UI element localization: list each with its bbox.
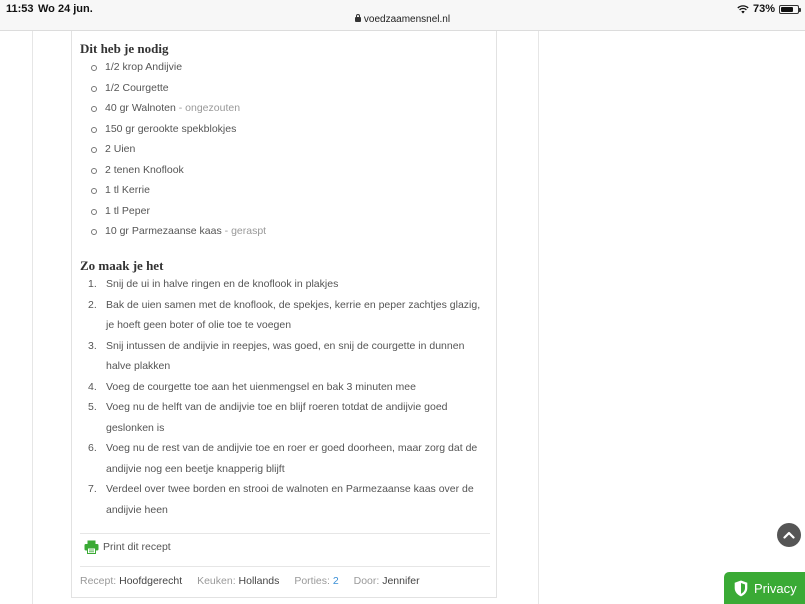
ingredient-note: - ongezouten [175,102,241,114]
instruction-step [86,295,491,336]
instructions-list [86,274,491,520]
step-number: 7. [88,483,97,495]
step-number: 5. [88,401,97,413]
ingredient-text: 2 Uien [105,143,136,155]
ingredient-text: 10 gr Parmezaanse kaas [105,225,222,237]
ingredient-item [89,160,266,181]
step-text: Voeg nu de rest van de andijvie toe en roer er goed doorheen, maar zorg dat de andijvie nog een beetje knapperig blijft [106,442,478,475]
privacy-label: Privacy [754,580,797,596]
battery-percent: 73% [752,3,775,15]
ingredient-text: 1 tl Kerrie [105,184,150,196]
step-text: Voeg de courgette toe aan het uienmengsel en bak 3 minuten mee [106,380,416,393]
status-date: Wo 24 jun. [38,3,93,15]
ingredient-text: 1 tl Peper [105,204,150,217]
printer-icon [84,540,99,554]
scroll-to-top-button[interactable] [777,523,801,547]
meta-porties-value[interactable]: 2 [332,575,339,587]
meta-keuken-label: Keuken: [197,575,236,587]
ingredient-text: 2 tenen Knoflook [105,163,184,176]
step-number: 4. [88,380,97,393]
column-divider-right [538,31,539,604]
instruction-step [86,377,491,398]
ingredient-note: - geraspt [221,225,267,237]
battery-icon [779,5,799,14]
meta-keuken-value: Hollands [238,575,280,587]
address-bar[interactable] [0,14,805,25]
ingredient-text: 1/2 Courgette [105,81,169,94]
step-text: Snij de ui in halve ringen en de knoflook in plakjes [106,278,339,290]
ingredients-heading: Dit heb je nodig [80,41,169,56]
url-text: voedzaamensnel.nl [363,14,451,25]
ingredient-item [89,57,266,78]
meta-recept-value: Hoofdgerecht [119,575,183,587]
step-number: 1. [88,278,97,290]
instruction-step [86,274,491,295]
meta-recept-label: Recept: [80,575,117,587]
chevron-up-icon [783,531,795,539]
meta-door-value: Jennifer [382,575,420,587]
ingredient-item [89,201,266,222]
ingredients-list [89,57,266,242]
ingredient-text: 40 gr Walnoten [105,102,176,114]
lock-icon [355,17,361,22]
step-number: 3. [88,339,97,352]
status-time: 11:53 [6,3,34,15]
ingredient-item [89,221,266,242]
step-text: Voeg nu de helft van de andijvie toe en blijf roeren totdat de andijvie goed geslonken is [106,401,448,434]
shield-icon [734,580,748,597]
instruction-step [86,438,491,479]
instruction-step [86,479,491,520]
step-text: Verdeel over twee borden en strooi de walnoten en Parmezaanse kaas over de andijvie heen [106,483,474,516]
ingredient-item [89,180,266,201]
ingredient-item [89,119,266,140]
divider [80,533,490,534]
ingredient-item [89,139,266,160]
ingredient-item [89,78,266,99]
meta-door-label: Door: [353,575,380,587]
step-number: 2. [88,298,97,311]
column-divider-left [32,31,33,604]
divider [80,566,490,567]
meta-porties-label: Porties: [294,575,330,587]
step-text: Bak de uien samen met de knoflook, de spekjes, kerrie en peper zachtjes glazig, je hoeft geen boter of olie toe te voegen [106,298,481,331]
status-bar [0,0,805,31]
ingredient-text: 150 gr gerookte spekblokjes [105,122,237,135]
print-label: Print dit recept [103,541,171,553]
recipe-meta [80,575,420,587]
privacy-button[interactable] [724,572,805,604]
step-text: Snij intussen de andijvie in reepjes, was goed, en snij de courgette in dunnen halve plakken [106,339,465,372]
step-number: 6. [88,442,97,454]
instruction-step [86,397,491,438]
print-recipe-button[interactable] [84,540,171,554]
ingredient-text: 1/2 krop Andijvie [105,61,183,73]
wifi-icon [737,5,749,14]
instructions-heading: Zo maak je het [80,258,164,273]
ingredient-item [89,98,266,119]
instruction-step [86,336,491,377]
